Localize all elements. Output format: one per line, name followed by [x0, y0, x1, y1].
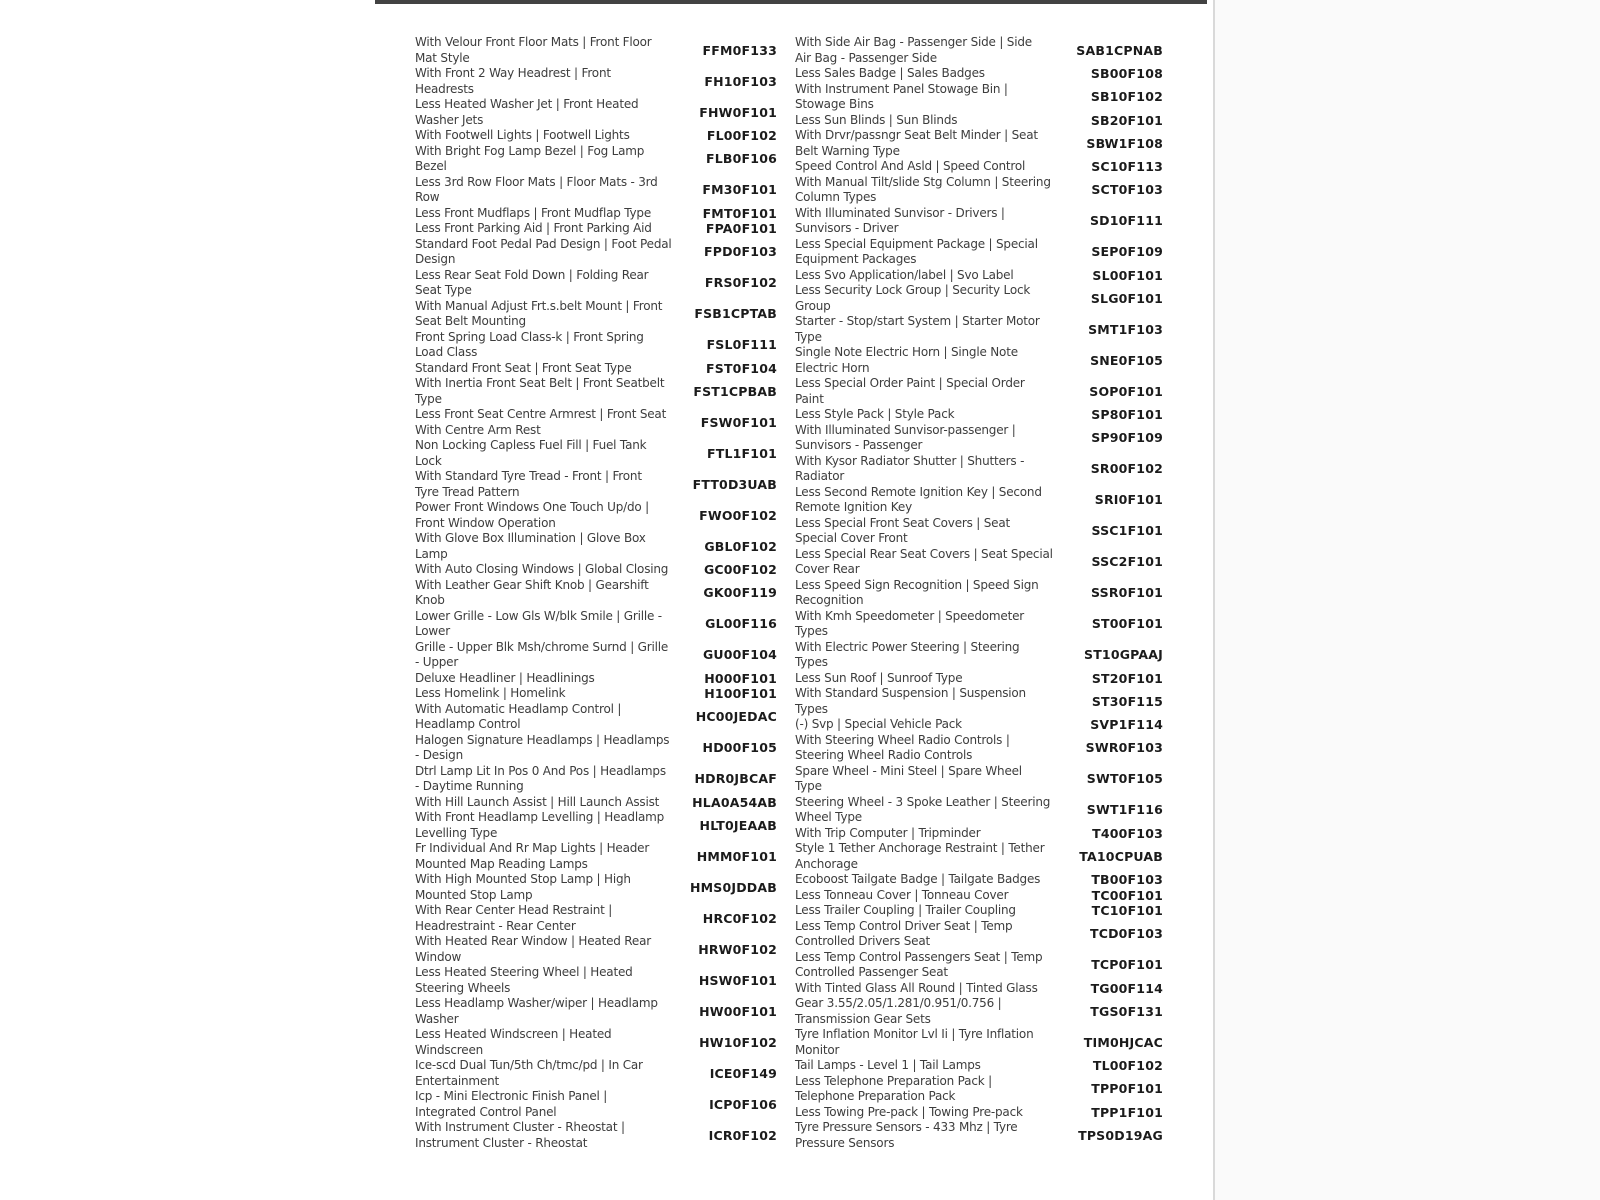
feature-description: With Hill Launch Assist | Hill Launch Assist — [415, 794, 660, 809]
feature-row — [415, 640, 777, 671]
feature-description: Single Note Electric Horn | Single Note Electric Horn — [795, 345, 1018, 375]
feature-row — [795, 841, 1163, 872]
feature-row — [795, 609, 1163, 640]
feature-row — [795, 206, 1163, 237]
feature-description: With Drvr/passngr Seat Belt Minder | Seat Belt Warning Type — [795, 128, 1038, 158]
feature-code: FST0F104 — [706, 360, 777, 376]
feature-description: Less Heated Washer Jet | Front Heated Washer Jets — [415, 97, 639, 127]
feature-description: Less Front Parking Aid | Front Parking Aid — [415, 221, 652, 235]
feature-code: FFM0F133 — [702, 42, 777, 58]
feature-description: Less Sun Roof | Sunroof Type — [795, 670, 963, 685]
feature-code: TCD0F103 — [1089, 926, 1163, 942]
feature-row — [795, 345, 1163, 376]
feature-description: Front Spring Load Class-k | Front Spring Load Class — [415, 329, 644, 359]
feature-code: SRI0F101 — [1094, 492, 1163, 508]
feature-description: Non Locking Capless Fuel Fill | Fuel Tank Lock — [415, 438, 647, 468]
feature-code: H100F101 — [704, 686, 777, 701]
feature-code: GL00F116 — [705, 616, 777, 632]
feature-row — [415, 469, 777, 500]
feature-description: Less Temp Control Driver Seat | Temp Controlled Drivers Seat — [795, 918, 1013, 948]
feature-row — [795, 376, 1163, 407]
feature-row — [415, 1027, 777, 1058]
feature-row — [795, 175, 1163, 206]
page-right-edge — [1213, 0, 1600, 1200]
feature-row — [795, 314, 1163, 345]
feature-row — [795, 1120, 1163, 1151]
feature-description: (-) Svp | Special Vehicle Pack — [795, 717, 962, 731]
feature-row — [795, 578, 1163, 609]
feature-code: TPP1F101 — [1091, 1104, 1163, 1120]
feature-description: Less Sales Badge | Sales Badges — [795, 66, 985, 80]
feature-code: SOP0F101 — [1089, 383, 1163, 399]
feature-code: SSR0F101 — [1091, 585, 1163, 601]
feature-description: Deluxe Headliner | Headlinings — [415, 670, 595, 685]
feature-description: With Bright Fog Lamp Bezel | Fog Lamp Bezel — [415, 143, 645, 173]
feature-code: FTL1F101 — [707, 445, 777, 461]
feature-row — [795, 686, 1163, 717]
feature-row — [415, 609, 777, 640]
feature-code: FM30F101 — [702, 182, 777, 198]
feature-row — [795, 950, 1163, 981]
feature-description: Power Front Windows One Touch Up/do | Front Window Operation — [415, 500, 650, 530]
feature-row — [415, 531, 777, 562]
feature-code: FPD0F103 — [703, 244, 777, 260]
feature-row — [415, 934, 777, 965]
feature-code: SB00F108 — [1090, 66, 1163, 81]
feature-description: Less Special Rear Seat Covers | Seat Special Cover Rear — [795, 546, 1053, 576]
feature-description: Less Homelink | Homelink — [415, 686, 566, 700]
feature-code: HRC0F102 — [702, 910, 777, 926]
feature-row — [415, 97, 777, 128]
feature-description: With Glove Box Illumination | Glove Box Lamp — [415, 531, 646, 561]
feature-row — [415, 671, 777, 687]
feature-row — [415, 795, 777, 811]
feature-row — [415, 500, 777, 531]
feature-code: TC00F101 — [1091, 887, 1163, 903]
feature-row — [795, 113, 1163, 129]
feature-description: With Auto Closing Windows | Global Closing — [415, 562, 669, 576]
feature-row — [415, 361, 777, 377]
feature-description: With Automatic Headlamp Control | Headlamp Control — [415, 701, 622, 731]
feature-row — [415, 872, 777, 903]
feature-description: Less Temp Control Passengers Seat | Temp Controlled Passenger Seat — [795, 949, 1043, 979]
feature-row — [415, 128, 777, 144]
feature-code: FTT0D3UAB — [692, 476, 777, 492]
feature-description: With Instrument Panel Stowage Bin | Stowage Bins — [795, 81, 1008, 111]
feature-description: Speed Control And Asld | Speed Control — [795, 159, 1026, 173]
feature-description: Less Style Pack | Style Pack — [795, 407, 955, 421]
feature-row — [795, 283, 1163, 314]
feature-description: With Footwell Lights | Footwell Lights — [415, 128, 630, 142]
feature-code: SLG0F101 — [1090, 290, 1163, 306]
feature-code: SL00F101 — [1092, 267, 1163, 283]
feature-row — [795, 795, 1163, 826]
feature-row — [415, 1120, 777, 1151]
feature-code: ST00F101 — [1091, 616, 1163, 632]
feature-row — [795, 407, 1163, 423]
feature-row — [795, 996, 1163, 1027]
feature-code: ICP0F106 — [709, 1096, 777, 1112]
feature-description: Style 1 Tether Anchorage Restraint | Tether Anchorage — [795, 841, 1045, 871]
feature-code: HW10F102 — [699, 1034, 777, 1050]
feature-code: SBW1F108 — [1086, 135, 1163, 151]
feature-code: GC00F102 — [703, 562, 777, 577]
feature-code: SCT0F103 — [1091, 182, 1163, 198]
feature-description: Less Special Front Seat Covers | Seat Special Cover Front — [795, 515, 1010, 545]
feature-code: TIM0HJCAC — [1083, 1034, 1163, 1050]
feature-row — [795, 1027, 1163, 1058]
feature-code: HLA0A54AB — [692, 794, 777, 810]
feature-code: SNE0F105 — [1090, 352, 1163, 368]
feature-row — [795, 82, 1163, 113]
feature-code: FH10F103 — [704, 73, 777, 89]
feature-row — [415, 66, 777, 97]
feature-row — [415, 686, 777, 702]
feature-row — [795, 826, 1163, 842]
feature-description: Less Rear Seat Fold Down | Folding Rear Seat Type — [415, 267, 649, 297]
feature-row — [415, 733, 777, 764]
feature-row — [795, 888, 1163, 904]
feature-row — [795, 1058, 1163, 1074]
feature-row — [415, 144, 777, 175]
feature-description: Ice-scd Dual Tun/5th Ch/tmc/pd | In Car Entertainment — [415, 1058, 643, 1088]
feature-code: SSC2F101 — [1091, 554, 1163, 570]
feature-code: FST1CPBAB — [693, 383, 777, 399]
feature-code: TPS0D19AG — [1078, 1127, 1163, 1143]
feature-description: Grille - Upper Blk Msh/chrome Surnd | Grille - Upper — [415, 639, 669, 669]
feature-description: With Kmh Speedometer | Speedometer Types — [795, 608, 1025, 638]
feature-row — [415, 221, 777, 237]
feature-description: With Front Headlamp Levelling | Headlamp Levelling Type — [415, 810, 665, 840]
feature-code: SR00F102 — [1090, 461, 1163, 477]
feature-row — [795, 903, 1163, 919]
feature-row — [795, 454, 1163, 485]
feature-code: GU00F104 — [702, 647, 777, 663]
feature-description: With Standard Tyre Tread - Front | Front Tyre Tread Pattern — [415, 469, 642, 499]
feature-code: HLT0JEAAB — [699, 817, 777, 833]
feature-description: Less Telephone Preparation Pack | Telephone Preparation Pack — [795, 1073, 992, 1103]
feature-description: Tyre Pressure Sensors - 433 Mhz | Tyre Pressure Sensors — [795, 1120, 1018, 1150]
feature-code: ST30F115 — [1091, 693, 1163, 709]
feature-row — [415, 330, 777, 361]
feature-description: Less Heated Windscreen | Heated Windscreen — [415, 1027, 612, 1057]
feature-row — [795, 1105, 1163, 1121]
feature-description: With Manual Tilt/slide Stg Column | Steering Column Types — [795, 174, 1051, 204]
feature-code: HC00JEDAC — [695, 709, 777, 725]
feature-description: With Illuminated Sunvisor-passenger | Sunvisors - Passenger — [795, 422, 1016, 452]
feature-description: Less 3rd Row Floor Mats | Floor Mats - 3rd Row — [415, 174, 658, 204]
feature-code: HMM0F101 — [696, 848, 777, 864]
feature-row — [795, 66, 1163, 82]
feature-row — [415, 299, 777, 330]
feature-row — [415, 268, 777, 299]
feature-code: TB00F103 — [1091, 872, 1163, 887]
feature-description: With Rear Center Head Restraint | Headrestraint - Rear Center — [415, 903, 613, 933]
feature-code: GK00F119 — [703, 585, 777, 601]
feature-code: ST10GPAAJ — [1084, 647, 1163, 663]
feature-code: SWR0F103 — [1085, 740, 1163, 756]
feature-row — [415, 562, 777, 578]
feature-code: SWT0F105 — [1086, 771, 1163, 787]
feature-code: TA10CPUAB — [1079, 848, 1163, 864]
feature-row — [415, 407, 777, 438]
feature-row — [415, 903, 777, 934]
feature-code: SEP0F109 — [1091, 244, 1163, 260]
feature-row — [795, 516, 1163, 547]
feature-description: Less Second Remote Ignition Key | Second Remote Ignition Key — [795, 484, 1042, 514]
feature-description: Less Headlamp Washer/wiper | Headlamp Washer — [415, 996, 658, 1026]
feature-description: Dtrl Lamp Lit In Pos 0 And Pos | Headlamps - Daytime Running — [415, 763, 666, 793]
feature-code: FRS0F102 — [704, 275, 777, 291]
feature-description: Icp - Mini Electronic Finish Panel | Integrated Control Panel — [415, 1089, 608, 1119]
feature-description: Less Sun Blinds | Sun Blinds — [795, 112, 958, 127]
feature-row — [795, 671, 1163, 687]
feature-row — [415, 996, 777, 1027]
feature-code: FHW0F101 — [699, 104, 777, 120]
feature-description: Less Towing Pre-pack | Towing Pre-pack — [795, 1104, 1023, 1119]
feature-description: Fr Individual And Rr Map Lights | Header Mounted Map Reading Lamps — [415, 841, 650, 871]
feature-code: ICR0F102 — [708, 1127, 777, 1143]
feature-row — [795, 919, 1163, 950]
feature-row — [795, 1074, 1163, 1105]
feature-code: ICE0F149 — [709, 1065, 777, 1081]
feature-row — [415, 810, 777, 841]
feature-description: With Kysor Radiator Shutter | Shutters - Radiator — [795, 453, 1025, 483]
feature-code: SSC1F101 — [1091, 523, 1163, 539]
feature-row — [415, 237, 777, 268]
feature-description: Less Speed Sign Recognition | Speed Sign Recognition — [795, 577, 1039, 607]
feature-code: HRW0F102 — [698, 941, 777, 957]
feature-code: FWO0F102 — [699, 507, 777, 523]
feature-row — [795, 423, 1163, 454]
feature-row — [415, 1058, 777, 1089]
feature-description: Steering Wheel - 3 Spoke Leather | Steering Wheel Type — [795, 794, 1051, 824]
feature-code: SD10F111 — [1089, 213, 1163, 229]
feature-code: SB10F102 — [1090, 89, 1163, 105]
feature-row — [795, 485, 1163, 516]
feature-code: FSB1CPTAB — [694, 306, 777, 322]
feature-row — [795, 128, 1163, 159]
feature-code: TG00F114 — [1090, 980, 1163, 996]
feature-code: FMT0F101 — [702, 205, 777, 221]
feature-code: SB20F101 — [1090, 112, 1163, 128]
feature-row — [795, 733, 1163, 764]
feature-row — [415, 578, 777, 609]
feature-description: Less Heated Steering Wheel | Heated Steering Wheels — [415, 965, 633, 995]
feature-row — [795, 764, 1163, 795]
feature-code: SP90F109 — [1091, 430, 1163, 446]
feature-description: Less Front Mudflaps | Front Mudflap Type — [415, 205, 652, 220]
feature-description: Less Trailer Coupling | Trailer Coupling — [795, 903, 1016, 917]
feature-code: FPA0F101 — [705, 221, 777, 236]
feature-description: With Steering Wheel Radio Controls | Steering Wheel Radio Controls — [795, 732, 1010, 762]
feature-row — [795, 640, 1163, 671]
feature-code: TC10F101 — [1091, 903, 1163, 918]
feature-description: Less Front Seat Centre Armrest | Front Seat With Centre Arm Rest — [415, 407, 667, 437]
feature-description: With Electric Power Steering | Steering Types — [795, 639, 1020, 669]
feature-row — [415, 175, 777, 206]
feature-description: With Manual Adjust Frt.s.belt Mount | Front Seat Belt Mounting — [415, 298, 663, 328]
feature-description: With Leather Gear Shift Knob | Gearshift Knob — [415, 577, 649, 607]
feature-column-left — [415, 35, 777, 1151]
feature-row — [795, 547, 1163, 578]
feature-code: T400F103 — [1092, 825, 1163, 841]
feature-code: SAB1CPNAB — [1076, 42, 1163, 58]
feature-description: Less Security Lock Group | Security Lock Group — [795, 283, 1031, 313]
feature-description: Tail Lamps - Level 1 | Tail Lamps — [795, 1058, 981, 1072]
feature-row — [795, 268, 1163, 284]
feature-row — [415, 35, 777, 66]
feature-row — [415, 1089, 777, 1120]
feature-code: FSW0F101 — [700, 414, 777, 430]
feature-code: FSL0F111 — [706, 337, 777, 353]
feature-row — [415, 841, 777, 872]
feature-description: Spare Wheel - Mini Steel | Spare Wheel Type — [795, 763, 1022, 793]
feature-code: SC10F113 — [1091, 159, 1163, 174]
feature-description: Lower Grille - Low Gls W/blk Smile | Grille - Lower — [415, 608, 662, 638]
feature-code: HD00F105 — [702, 740, 777, 756]
feature-code: HW00F101 — [699, 1003, 777, 1019]
feature-code: TPP0F101 — [1091, 1081, 1163, 1097]
feature-code: SMT1F103 — [1088, 321, 1163, 337]
feature-description: With Front 2 Way Headrest | Front Headrests — [415, 66, 611, 96]
feature-description: With High Mounted Stop Lamp | High Mounted Stop Lamp — [415, 872, 631, 902]
feature-row — [415, 702, 777, 733]
feature-description: With Inertia Front Seat Belt | Front Seatbelt Type — [415, 376, 665, 406]
feature-code: TL00F102 — [1092, 1058, 1163, 1073]
feature-description: With Side Air Bag - Passenger Side | Side Air Bag - Passenger Side — [795, 35, 1032, 65]
feature-row — [795, 237, 1163, 268]
feature-description: With Tinted Glass All Round | Tinted Glass — [795, 980, 1038, 995]
feature-row — [415, 206, 777, 222]
feature-code: TGS0F131 — [1090, 1003, 1163, 1019]
feature-description: Standard Foot Pedal Pad Design | Foot Pedal Design — [415, 236, 672, 266]
feature-row — [795, 981, 1163, 997]
feature-row — [795, 872, 1163, 888]
feature-row — [415, 965, 777, 996]
feature-description: Gear 3.55/2.05/1.281/0.951/0.756 | Transmission Gear Sets — [795, 996, 1002, 1026]
feature-description: Less Special Order Paint | Special Order Paint — [795, 376, 1025, 406]
feature-description: Ecoboost Tailgate Badge | Tailgate Badges — [795, 872, 1041, 886]
feature-code: SWT1F116 — [1086, 802, 1163, 818]
feature-code: FL00F102 — [706, 128, 777, 143]
feature-row — [415, 376, 777, 407]
feature-code: GBL0F102 — [704, 538, 777, 554]
feature-description: Standard Front Seat | Front Seat Type — [415, 360, 632, 375]
feature-row — [415, 438, 777, 469]
feature-code: H000F101 — [704, 670, 777, 686]
feature-row — [795, 717, 1163, 733]
feature-column-right — [795, 35, 1163, 1151]
feature-code: SVP1F114 — [1090, 717, 1163, 732]
feature-row — [415, 764, 777, 795]
feature-code: HSW0F101 — [698, 972, 777, 988]
feature-description: Less Svo Application/label | Svo Label — [795, 267, 1014, 282]
feature-code: HMS0JDDAB — [689, 879, 777, 895]
feature-code: ST20F101 — [1091, 670, 1163, 686]
feature-code: HDR0JBCAF — [694, 771, 777, 787]
feature-description: With Illuminated Sunvisor - Drivers | Sunvisors - Driver — [795, 205, 1005, 235]
feature-code: TCP0F101 — [1091, 957, 1163, 973]
feature-code: SP80F101 — [1091, 407, 1163, 422]
feature-description: With Heated Rear Window | Heated Rear Window — [415, 934, 651, 964]
feature-description: Less Special Equipment Package | Special Equipment Packages — [795, 236, 1038, 266]
feature-row — [795, 159, 1163, 175]
feature-description: With Velour Front Floor Mats | Front Floor Mat Style — [415, 35, 652, 65]
feature-description: With Trip Computer | Tripminder — [795, 825, 981, 840]
feature-description: With Standard Suspension | Suspension Types — [795, 686, 1026, 716]
feature-description: Tyre Inflation Monitor Lvl Ii | Tyre Inflation Monitor — [795, 1027, 1034, 1057]
feature-code: FLB0F106 — [706, 151, 777, 167]
feature-description: Less Tonneau Cover | Tonneau Cover — [795, 887, 1009, 902]
top-divider-rule — [375, 0, 1207, 4]
feature-description: Starter - Stop/start System | Starter Motor Type — [795, 314, 1040, 344]
feature-row — [795, 35, 1163, 66]
feature-description: Halogen Signature Headlamps | Headlamps - Design — [415, 732, 670, 762]
feature-description: With Instrument Cluster - Rheostat | Instrument Cluster - Rheostat — [415, 1120, 625, 1150]
feature-list — [415, 35, 1163, 1151]
